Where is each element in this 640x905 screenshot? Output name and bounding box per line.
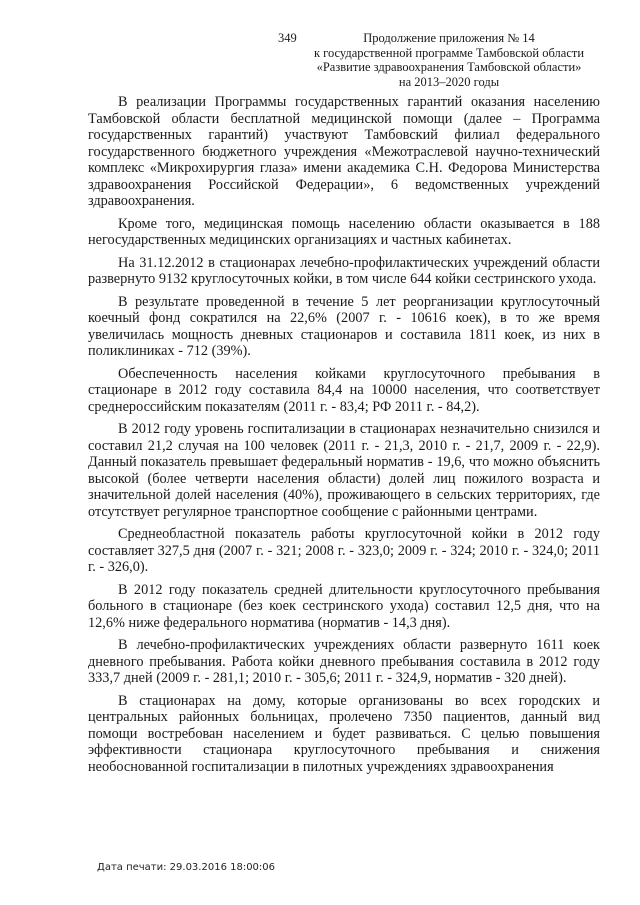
appendix-header-line: Продолжение приложения № 14	[363, 31, 535, 45]
paragraph: В результате проведенной в течение 5 лет реорганизации круглосуточный коечный фонд сократился на 22,6% (2007 г. - 10616 коек), в то же время увеличилась мощность дневных стационаров и составила 1811 коек, из них в поликлиниках - 712 (39%).	[88, 293, 600, 359]
page-number: 349	[278, 31, 297, 45]
appendix-header-line: к государственной программе Тамбовской области	[313, 45, 585, 60]
paragraph: В 2012 году уровень госпитализации в стационарах незначительно снизился и составил 21,2 случая на 100 человек (2011 г. - 21,3, 2010 г. - 21,7, 2009 г. - 22,9). Данный показатель превышает федеральный норматив - 19,6, что можно объяснить высокой (более четверти населения области) долей лиц пожилого возраста и значительной долей населения (40%), проживающего в сельских территориях, где отсутствует регулярное транспортное сообщение с районными центрами.	[88, 421, 600, 520]
document-body	[88, 94, 600, 781]
paragraph: В 2012 году показатель средней длительности круглосуточного пребывания больного в стационаре (без коек сестринского ухода) составил 12,5 дня, что на 12,6% ниже федерального норматива (норматив - 14,3 дня).	[88, 581, 600, 631]
paragraph: Среднеобластной показатель работы круглосуточной койки в 2012 году составляет 327,5 дня (2007 г. - 321; 2008 г. - 323,0; 2009 г. - 324; 2010 г. - 324,0; 2011 г. - 326,0).	[88, 526, 600, 575]
paragraph: Обеспеченность населения койками круглосуточного пребывания в стационаре в 2012 году составила 84,4 на 10000 населения, что соответствует среднероссийским показателям (2011 г. - 83,4; РФ 2011 г. - 84,2).	[88, 365, 600, 415]
appendix-header	[296, 31, 602, 89]
appendix-header-line: «Развитие здравоохранения Тамбовской области»	[316, 60, 582, 74]
paragraph: На 31.12.2012 в стационарах лечебно-профилактических учреждений области развернуто 9132 круглосуточных койки, в том числе 644 койки сестринского ухода.	[88, 254, 600, 287]
paragraph: В лечебно-профилактических учреждениях области развернуто 1611 коек дневного пребывания. Работа койки дневного пребывания составила в 2012 году 333,7 дней (2009 г. - 281,1; 2010 г. - 305,6; 2011 г. - 324,9, норматив - 320 дней).	[88, 637, 600, 686]
paragraph: В стационарах на дому, которые организованы во всех городских и центральных районных больницах, пролечено 7350 пациентов, данный вид помощи востребован населением и будет развиваться. С целью повышения эффективности стационара круглосуточного пребывания и снижения необоснованной госпитализации в пилотных учреждениях здравоохранения	[88, 692, 600, 775]
paragraph: В реализации Программы государственных гарантий оказания населению Тамбовской области бесплатной медицинской помощи (далее – Программа государственных гарантий) участвуют Тамбовский филиал федерального государственного бюджетного учреждения «Межотраслевой научно-технический комплекс «Микрохирургия глаза» имени академика С.Н. Федорова Министерства здравоохранения Российской Федерации», 6 ведомственных учреждений здравоохранения.	[88, 94, 600, 209]
paragraph: Кроме того, медицинская помощь населению области оказывается в 188 негосударственных медицинских организациях и частных кабинетах.	[88, 215, 600, 248]
print-date: Дата печати: 29.03.2016 18:00:06	[97, 862, 276, 873]
appendix-header-line: на 2013–2020 годы	[398, 74, 500, 89]
